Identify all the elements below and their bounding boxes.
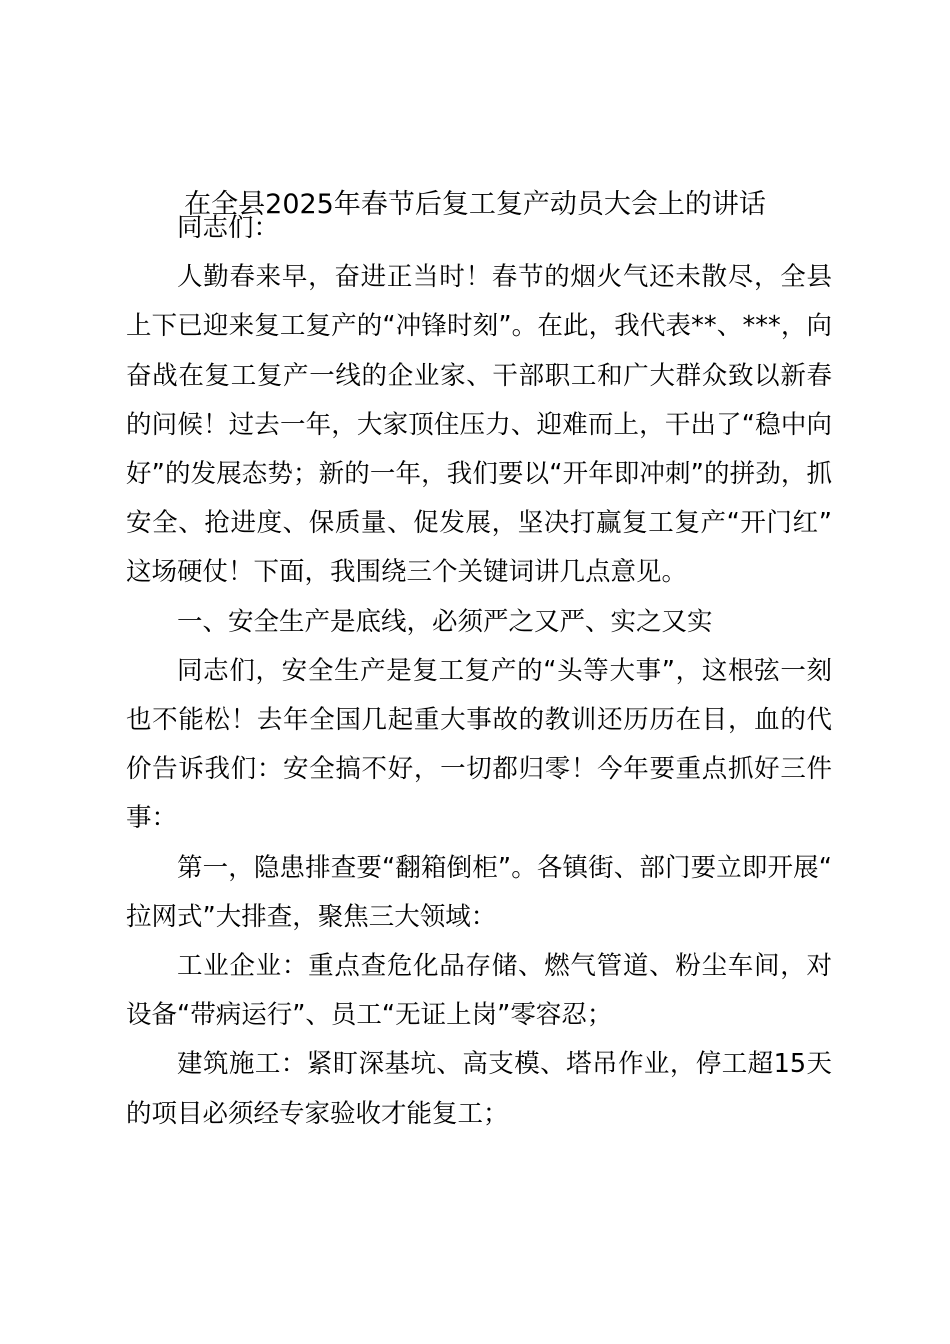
body-paragraph: 工业企业：重点查危化品存储、燃气管道、粉尘车间，对设备“带病运行”、员工“无证上岗”零容忍；	[126, 951, 832, 1031]
body-paragraph: 建筑施工：紧盯深基坑、高支模、塔吊作业，停工超15天的项目必须经专家验收才能复工；	[126, 1049, 832, 1129]
body-paragraph: 同志们，安全生产是复工复产的“头等大事”，这根弦一刻也不能松！去年全国几起重大事故的教训还历历在目，血的代价告诉我们：安全搞不好，一切都归零！今年要重点抓好三件事：	[126, 655, 832, 834]
body-paragraph: 第一，隐患排查要“翻箱倒柜”。各镇街、部门要立即开展“拉网式”大排查，聚焦三大领域：	[126, 852, 832, 932]
document-title: 在全县2025年春节后复工复产动员大会上的讲话	[184, 189, 766, 220]
document-body	[126, 204, 832, 1139]
section-heading-1: 一、安全生产是底线，必须严之又严、实之又实	[177, 606, 713, 637]
opening-paragraph: 人勤春来早，奋进正当时！春节的烟火气还未散尽，全县上下已迎来复工复产的“冲锋时刻”。在此，我代表**、***，向奋战在复工复产一线的企业家、干部职工和广大群众致以新春的问候！过去一年，大家顶住压力、迎难而上，干出了“稳中向好”的发展态势；新的一年，我们要以“开年即冲刺”的拼劲，抓安全、抢进度、保质量、促发展，坚决打赢复工复产“开门红”这场硬仗！下面，我围绕三个关键词讲几点意见。	[126, 262, 832, 588]
salutation: 同志们：	[177, 213, 280, 243]
